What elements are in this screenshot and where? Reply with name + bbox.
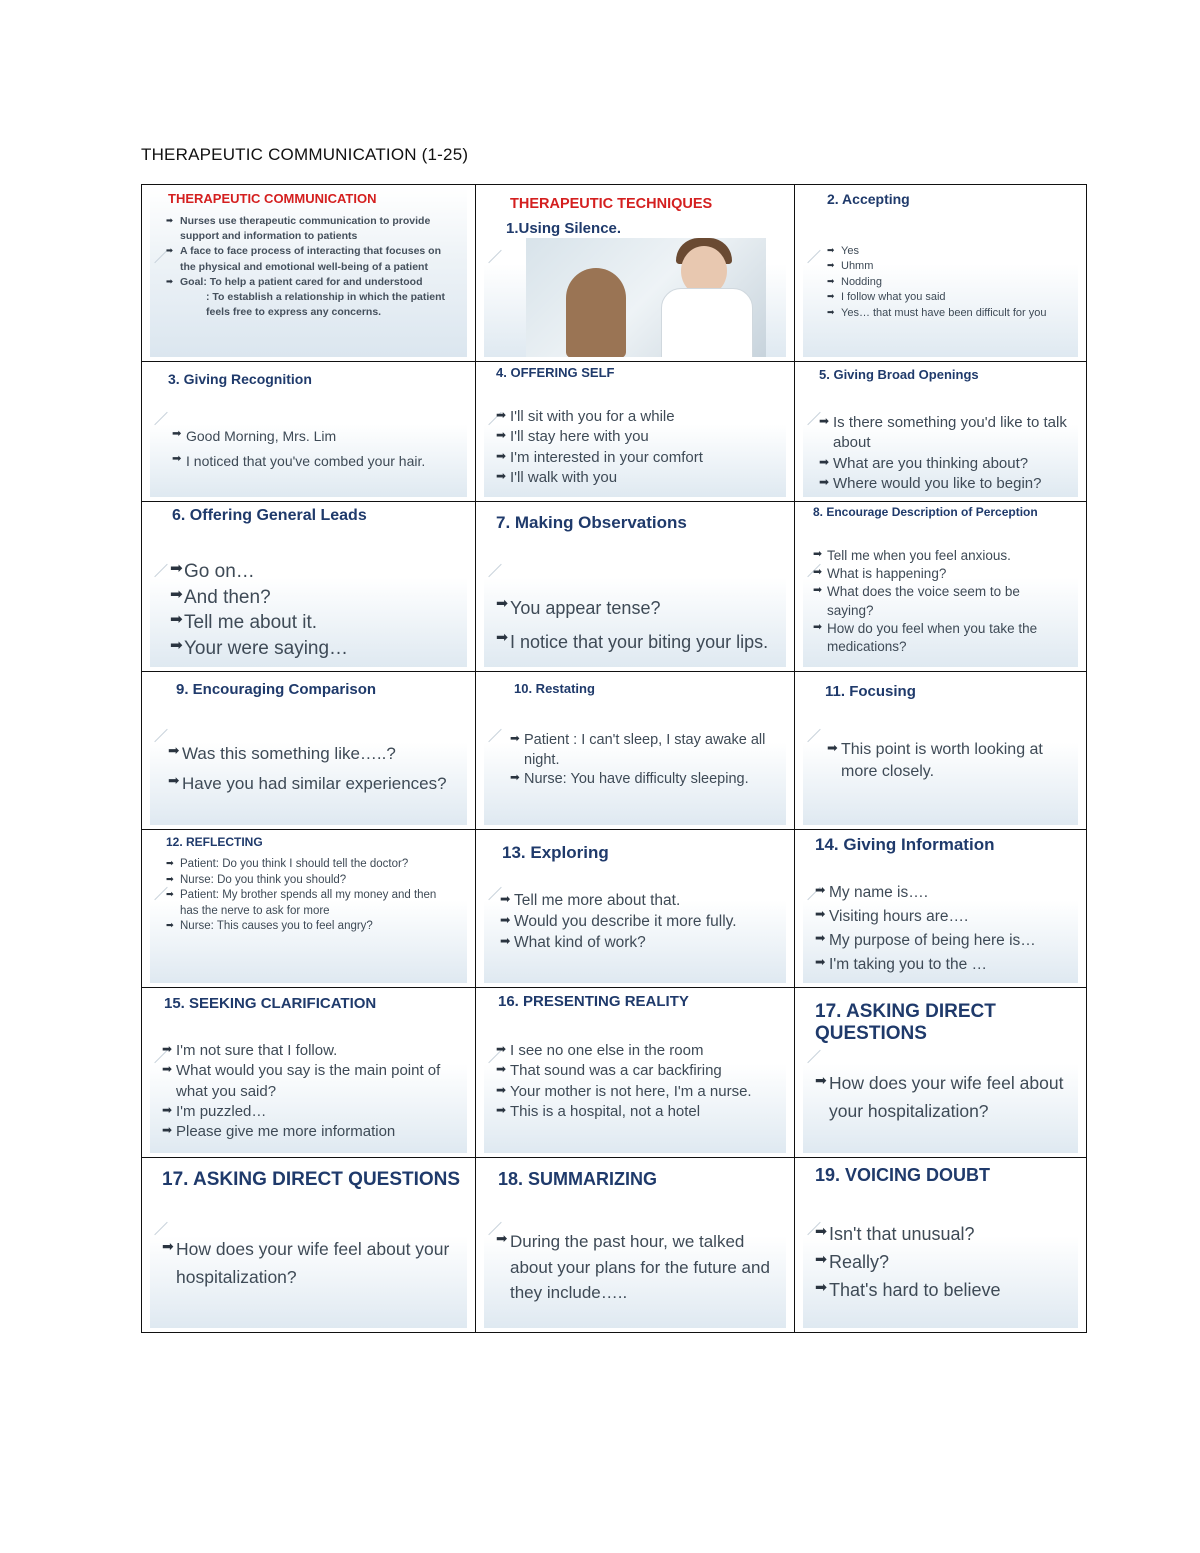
slide-title: 12. REFLECTING bbox=[166, 835, 263, 849]
list-item: ➡ What kind of work? bbox=[500, 933, 778, 954]
slide-title: 14. Giving Information bbox=[815, 835, 995, 854]
list-item: ➡ Nurses use therapeutic communication to provide support and information to patients bbox=[166, 214, 459, 244]
slide-2 bbox=[803, 188, 1078, 357]
list-item: ➡ During the past hour, we talked about your plans for the future and they include….. bbox=[496, 1229, 778, 1306]
slide-title: 17. ASKING DIRECT QUESTIONS bbox=[815, 1001, 996, 1044]
slide-title: THERAPEUTIC COMMUNICATION bbox=[168, 191, 377, 206]
slide-16 bbox=[484, 991, 786, 1153]
list-item: ➡ Your mother is not here, I'm a nurse. bbox=[496, 1082, 778, 1102]
list-item: ➡ A face to face process of interacting that focuses on the physical and emotional well-being of a patient bbox=[166, 244, 459, 274]
list-item: ➡ Go on… bbox=[170, 559, 459, 585]
list-item: ➡ Please give me more information bbox=[162, 1122, 459, 1142]
list-item: ➡ Patient: Do you think I should tell the doctor? bbox=[166, 857, 453, 873]
slide-title: 6. Offering General Leads bbox=[172, 507, 367, 524]
slide-4 bbox=[484, 365, 786, 497]
slide-title: 7. Making Observations bbox=[496, 513, 687, 532]
cell-2 bbox=[795, 185, 1087, 362]
list-item: ➡ Goal: To help a patient cared for and understood bbox=[166, 275, 459, 290]
slide-title: 1.Using Silence. bbox=[506, 220, 622, 237]
cell-1 bbox=[476, 185, 795, 362]
slide-title: 19. VOICING DOUBT bbox=[815, 1165, 991, 1185]
slide-title: 8. Encourage Description of Perception bbox=[813, 505, 1038, 519]
list-item: ➡ You appear tense? bbox=[496, 591, 778, 625]
cell-17a bbox=[795, 988, 1087, 1158]
list-item: ➡ Patient : I can't sleep, I stay awake all night. bbox=[510, 731, 778, 770]
slide-title: 16. PRESENTING REALITY bbox=[498, 993, 689, 1010]
list-item: ➡ Tell me about it. bbox=[170, 610, 459, 636]
slide-list bbox=[166, 857, 453, 935]
list-item: ➡ Where would you like to begin? bbox=[819, 474, 1070, 494]
slide-15 bbox=[150, 991, 467, 1153]
list-item: ➡ Uhmm bbox=[827, 259, 1070, 274]
slide-17b bbox=[150, 1161, 467, 1328]
slide-5 bbox=[803, 365, 1078, 497]
slide-11 bbox=[803, 675, 1078, 825]
slide-list bbox=[496, 591, 778, 659]
slide-list bbox=[813, 547, 1070, 656]
cell-6 bbox=[142, 502, 476, 672]
list-item: ➡ I'm interested in your comfort bbox=[496, 448, 778, 468]
slide-list bbox=[168, 739, 459, 799]
slide-title: 9. Encouraging Comparison bbox=[176, 681, 377, 698]
cell-8 bbox=[795, 502, 1087, 672]
technique-grid bbox=[141, 184, 1087, 1333]
list-item: ➡ How does your wife feel about your hospitalization? bbox=[815, 1069, 1070, 1125]
list-item: ➡ I see no one else in the room bbox=[496, 1041, 778, 1061]
list-item: ➡ Really? bbox=[815, 1249, 1070, 1277]
slide-17a bbox=[803, 991, 1078, 1153]
slide-title: 13. Exploring bbox=[502, 843, 609, 862]
cell-12 bbox=[142, 830, 476, 988]
slide-list bbox=[172, 427, 459, 471]
list-item: ➡ Nodding bbox=[827, 275, 1070, 290]
list-item: ➡ That sound was a car backfiring bbox=[496, 1061, 778, 1081]
list-item: ➡ Nurse: Do you think you should? bbox=[166, 873, 453, 889]
slide-title: 5. Giving Broad Openings bbox=[819, 367, 979, 382]
slide-8 bbox=[803, 505, 1078, 667]
slide-list bbox=[827, 244, 1070, 321]
slide-list bbox=[827, 739, 1070, 784]
list-item: ➡ Was this something like…..? bbox=[168, 739, 459, 769]
slide-12 bbox=[150, 833, 467, 983]
slide-title: 4. OFFERING SELF bbox=[496, 365, 615, 380]
list-item: ➡ What are you thinking about? bbox=[819, 454, 1070, 474]
slide-1 bbox=[484, 188, 786, 357]
list-item: ➡ Would you describe it more fully. bbox=[500, 912, 778, 933]
slide-list bbox=[815, 881, 1070, 977]
slide-3 bbox=[150, 365, 467, 497]
slide-list bbox=[496, 1229, 778, 1306]
slide-list bbox=[510, 731, 778, 790]
cell-19 bbox=[795, 1158, 1087, 1333]
list-item: ➡ I'm puzzled… bbox=[162, 1102, 459, 1122]
slide-list bbox=[496, 407, 778, 488]
list-item: ➡ My purpose of being here is… bbox=[815, 929, 1070, 953]
list-item: ➡ I'm not sure that I follow. bbox=[162, 1041, 459, 1061]
list-item: ➡ I'm taking you to the … bbox=[815, 953, 1070, 977]
cell-intro bbox=[142, 185, 476, 362]
slide-list bbox=[162, 1041, 459, 1142]
slide-9 bbox=[150, 675, 467, 825]
list-item: ➡ Visiting hours are…. bbox=[815, 905, 1070, 929]
cell-5 bbox=[795, 362, 1087, 502]
cell-16 bbox=[476, 988, 795, 1158]
cell-13 bbox=[476, 830, 795, 988]
cell-4 bbox=[476, 362, 795, 502]
cell-7 bbox=[476, 502, 795, 672]
doctor-coat bbox=[661, 288, 753, 357]
list-item: : To establish a relationship in which the patient feels free to express any concerns. bbox=[206, 291, 445, 319]
list-item: ➡ I follow what you said bbox=[827, 290, 1070, 305]
cell-3 bbox=[142, 362, 476, 502]
list-item: ➡ This point is worth looking at more closely. bbox=[827, 739, 1070, 784]
cell-15 bbox=[142, 988, 476, 1158]
cell-18 bbox=[476, 1158, 795, 1333]
list-item: ➡ Nurse: You have difficulty sleeping. bbox=[510, 770, 778, 790]
list-item: ➡ What would you say is the main point of what you said? bbox=[162, 1061, 459, 1102]
slide-title: 3. Giving Recognition bbox=[168, 371, 312, 387]
slide-list bbox=[162, 1235, 459, 1291]
list-item: ➡ Tell me when you feel anxious. bbox=[813, 547, 1070, 565]
cell-10 bbox=[476, 672, 795, 830]
list-item: ➡ What does the voice seem to be saying? bbox=[813, 583, 1070, 619]
slide-title: 15. SEEKING CLARIFICATION bbox=[164, 995, 377, 1012]
slide-list bbox=[170, 559, 459, 662]
list-item: ➡ Have you had similar experiences? bbox=[168, 769, 459, 799]
list-item: ➡ This is a hospital, not a hotel bbox=[496, 1102, 778, 1122]
slide-heading: THERAPEUTIC TECHNIQUES bbox=[510, 196, 713, 212]
document-title: THERAPEUTIC COMMUNICATION (1-25) bbox=[141, 145, 469, 164]
list-item: ➡ How do you feel when you take the medications? bbox=[813, 620, 1070, 656]
slide-7 bbox=[484, 505, 786, 667]
list-item: ➡ Good Morning, Mrs. Lim bbox=[172, 427, 459, 446]
slide-18 bbox=[484, 1161, 786, 1328]
list-item: ➡ I'll stay here with you bbox=[496, 427, 778, 447]
list-item: ➡ Patient: My brother spends all my money and then has the nerve to ask for more bbox=[166, 888, 453, 919]
list-item: ➡ I'll sit with you for a while bbox=[496, 407, 778, 427]
slide-19 bbox=[803, 1161, 1078, 1328]
list-item: ➡ And then? bbox=[170, 585, 459, 611]
slide-title: 17. ASKING DIRECT QUESTIONS bbox=[162, 1169, 461, 1190]
list-item: ➡ Your were saying… bbox=[170, 636, 459, 662]
list-item: ➡ I'll walk with you bbox=[496, 468, 778, 488]
list-item: ➡ Tell me more about that. bbox=[500, 891, 778, 912]
slide-title: 2. Accepting bbox=[827, 191, 910, 207]
list-item: ➡ My name is…. bbox=[815, 881, 1070, 905]
slide-6 bbox=[150, 505, 467, 667]
cell-14 bbox=[795, 830, 1087, 988]
nurse-patient-photo bbox=[526, 238, 766, 357]
list-item: ➡ That's hard to believe bbox=[815, 1277, 1070, 1305]
slide-title: 11. Focusing bbox=[825, 683, 916, 700]
cell-9 bbox=[142, 672, 476, 830]
list-item: ➡ Yes… that must have been difficult for you bbox=[827, 306, 1070, 321]
slide-list bbox=[496, 1041, 778, 1122]
list-item: ➡ Nurse: This causes you to feel angry? bbox=[166, 919, 453, 935]
slide-title: 10. Restating bbox=[514, 681, 595, 696]
slide-14 bbox=[803, 833, 1078, 983]
list-item: ➡ I noticed that you've combed your hair. bbox=[172, 452, 459, 471]
slide-list bbox=[819, 413, 1070, 494]
slide-10 bbox=[484, 675, 786, 825]
cell-11 bbox=[795, 672, 1087, 830]
list-item: ➡ Isn't that unusual? bbox=[815, 1221, 1070, 1249]
slide-list bbox=[166, 214, 459, 321]
slide-list bbox=[500, 891, 778, 954]
list-item: ➡ Is there something you'd like to talk about bbox=[819, 413, 1070, 454]
slide-13 bbox=[484, 833, 786, 983]
list-item: ➡ I notice that your biting your lips. bbox=[496, 625, 778, 659]
slide-list bbox=[815, 1069, 1070, 1125]
list-item: ➡ What is happening? bbox=[813, 565, 1070, 583]
list-item: ➡ How does your wife feel about your hospitalization? bbox=[162, 1235, 459, 1291]
slide-list bbox=[815, 1221, 1070, 1305]
cell-17b bbox=[142, 1158, 476, 1333]
slide-intro bbox=[150, 188, 467, 357]
patient-figure bbox=[566, 268, 626, 357]
slide-title: 18. SUMMARIZING bbox=[498, 1169, 658, 1189]
list-item: ➡ Yes bbox=[827, 244, 1070, 259]
